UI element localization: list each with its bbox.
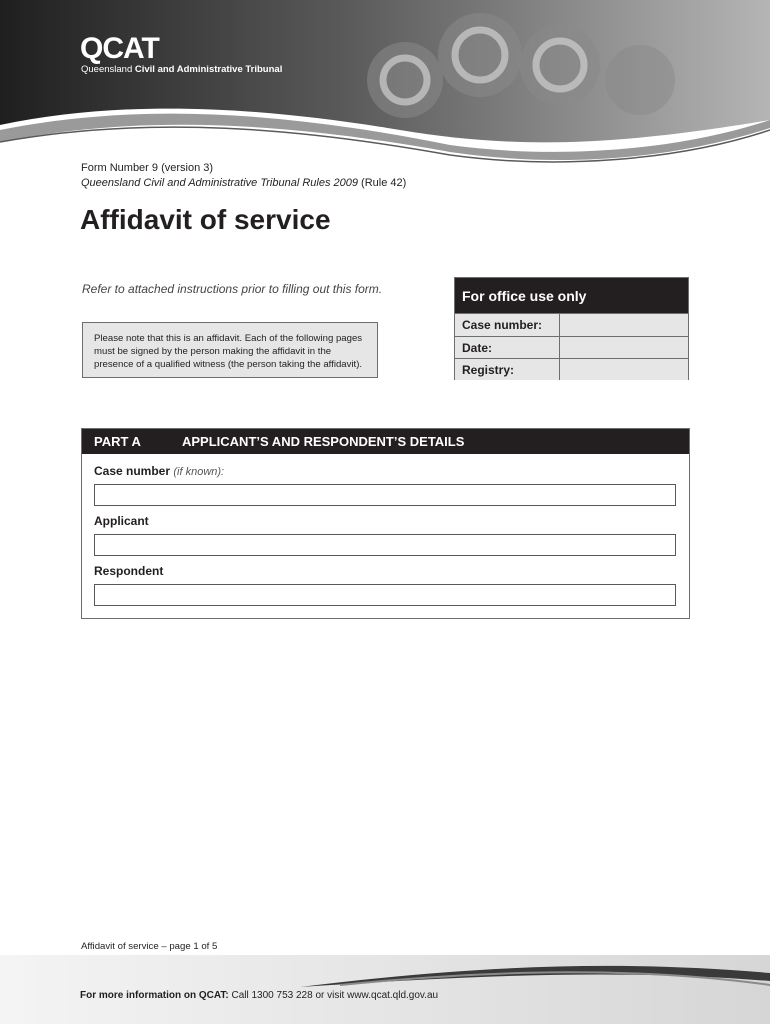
office-label: Registry: bbox=[455, 359, 560, 380]
qcat-logo: QCAT bbox=[80, 32, 159, 65]
applicant-label: Applicant bbox=[94, 514, 149, 528]
office-date-field[interactable] bbox=[560, 337, 688, 359]
footer-info-text[interactable]: Call 1300 753 228 or visit www.qcat.qld.gov.au bbox=[231, 990, 439, 1001]
office-row-registry bbox=[455, 358, 688, 379]
case-number-label-text: Case number bbox=[94, 464, 171, 478]
office-label: Case number: bbox=[455, 314, 560, 336]
office-case-number-field[interactable] bbox=[560, 314, 688, 336]
applicant-field[interactable] bbox=[94, 534, 676, 556]
affidavit-notice: Please note that this is an affidavit. Each of the following pages must be signed by the person making the affidavit in the presence of a qualified witness (the person taking the affidavit). bbox=[82, 322, 378, 378]
subtitle-prefix: Queensland bbox=[81, 64, 133, 75]
rules-suffix: (Rule 42) bbox=[361, 177, 407, 189]
respondent-label: Respondent bbox=[94, 564, 164, 578]
rules-title: Queensland Civil and Administrative Tribunal Rules 2009 bbox=[81, 177, 358, 189]
office-use-heading: For office use only bbox=[455, 278, 688, 313]
subtitle-bold: Civil and Administrative Tribunal bbox=[134, 64, 283, 75]
part-a-section bbox=[81, 428, 690, 619]
case-number-field[interactable] bbox=[94, 484, 676, 506]
office-row-date bbox=[455, 336, 688, 359]
office-registry-field[interactable] bbox=[560, 359, 688, 380]
respondent-field[interactable] bbox=[94, 584, 676, 606]
footer-contact bbox=[80, 990, 438, 1001]
footer-info-bold: For more information on QCAT: bbox=[80, 990, 229, 1001]
office-use-panel bbox=[454, 277, 689, 380]
form-rules bbox=[81, 177, 406, 189]
instructions-note: Refer to attached instructions prior to filling out this form. bbox=[82, 282, 383, 296]
office-label: Date: bbox=[455, 337, 560, 359]
form-number: Form Number 9 (version 3) bbox=[81, 162, 214, 174]
page-title: Affidavit of service bbox=[80, 204, 331, 235]
page-number-note: Affidavit of service – page 1 of 5 bbox=[81, 941, 218, 952]
header-banner bbox=[0, 0, 770, 165]
case-number-label bbox=[94, 464, 224, 478]
office-row-case-number bbox=[455, 313, 688, 336]
part-a-header bbox=[82, 429, 689, 454]
case-number-hint: (if known): bbox=[173, 466, 225, 478]
part-a-label: PART A bbox=[94, 434, 141, 449]
qcat-logo-subtitle bbox=[81, 64, 282, 75]
part-a-title: APPLICANT’S AND RESPONDENT’S DETAILS bbox=[182, 434, 465, 449]
